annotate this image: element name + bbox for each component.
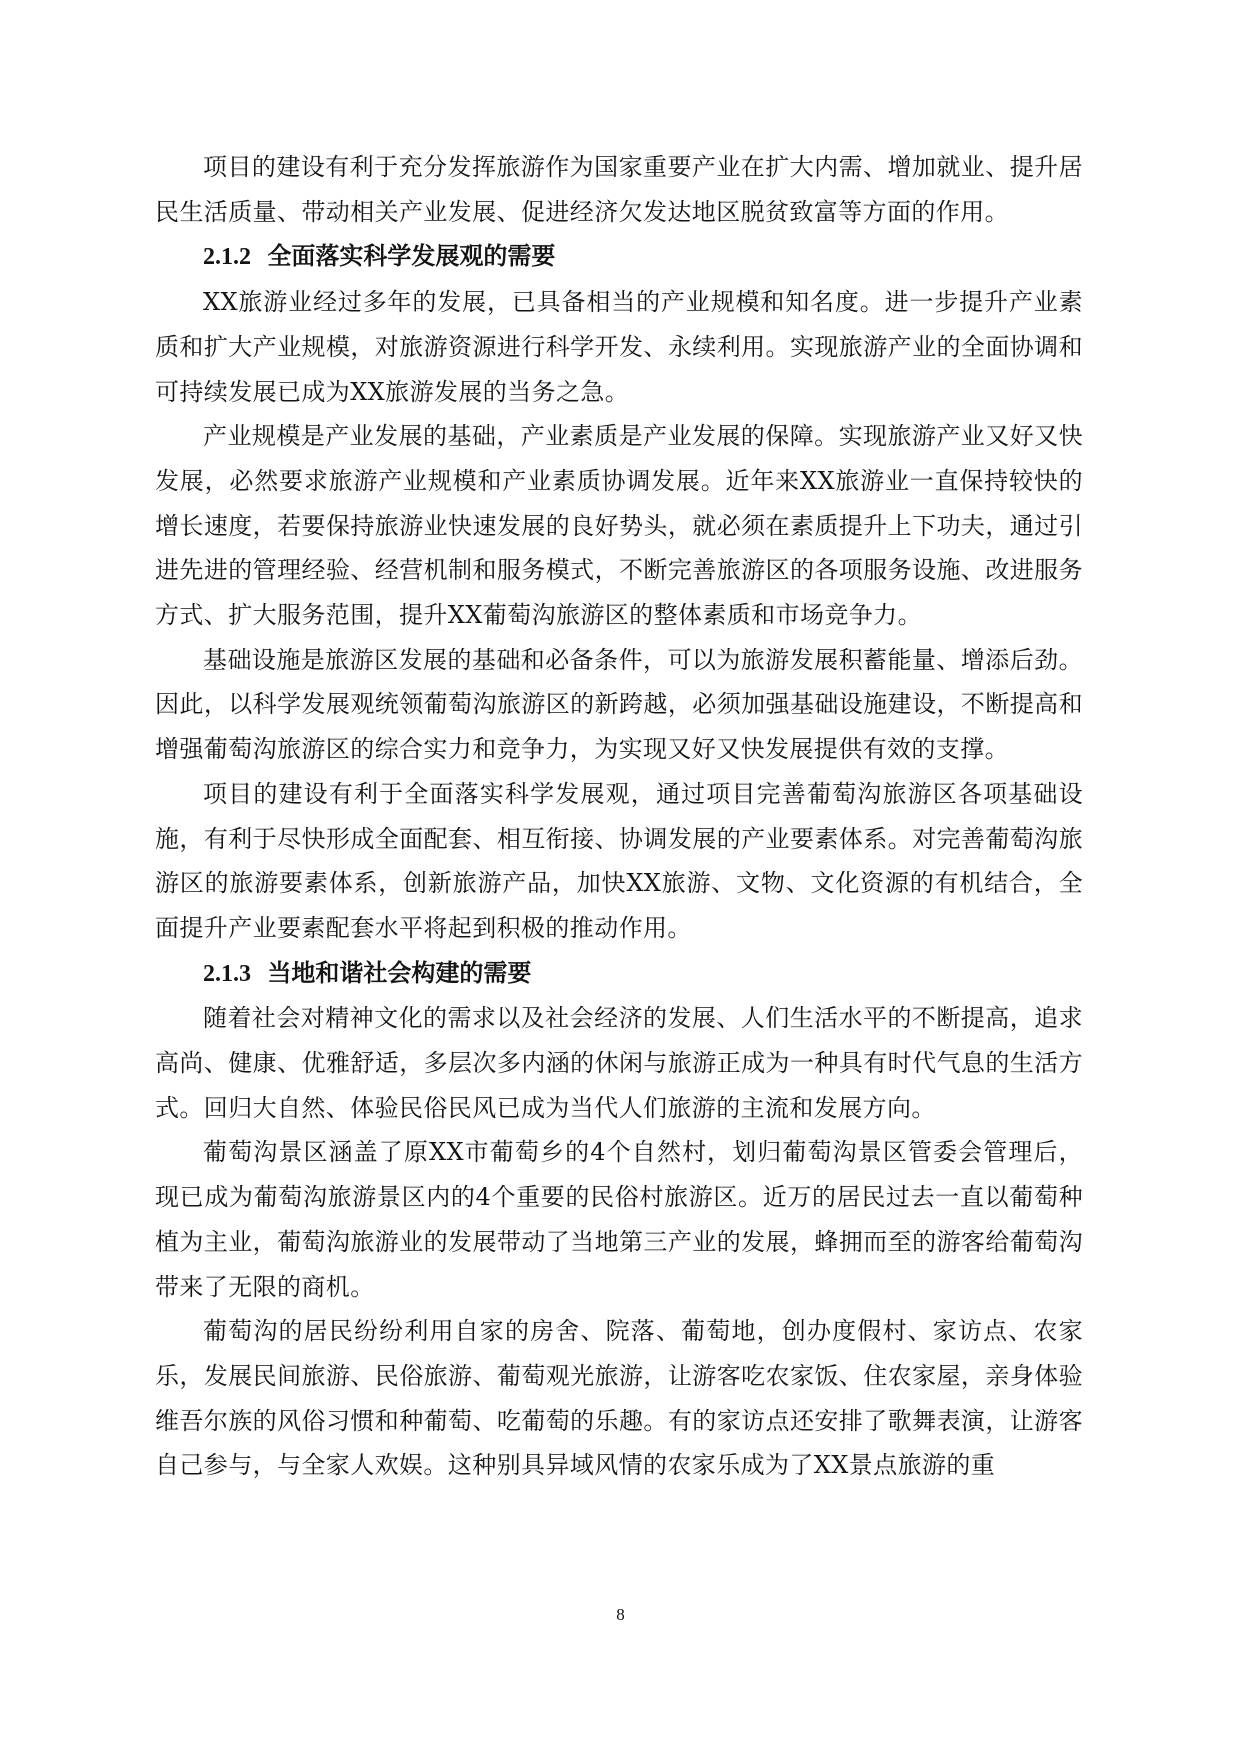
paragraph: 项目的建设有利于充分发挥旅游作为国家重要产业在扩大内需、增加就业、提升居民生活质量、带动相关产业发展、促进经济欠发达地区脱贫致富等方面的作用。: [155, 153, 1083, 226]
section-title: 当地和谐社会构建的需要: [267, 958, 532, 987]
section-title: 全面落实科学发展观的需要: [267, 242, 556, 271]
paragraph: 基础设施是旅游区发展的基础和必备条件，可以为旅游发展积蓄能量、增添后劲。因此，以科学发展观统领葡萄沟旅游区的新跨越，必须加强基础设施建设，不断提高和增强葡萄沟旅游区的综合实力和竞争力，为实现又好又快发展提供有效的支撑。: [155, 645, 1083, 764]
document-body: [155, 145, 1083, 1488]
paragraph: 项目的建设有利于全面落实科学发展观，通过项目完善葡萄沟旅游区各项基础设施，有利于尽快形成全面配套、相互衔接、协调发展的产业要素体系。对完善葡萄沟旅游区的旅游要素体系，创新旅游产品，加快XX旅游、文物、文化资源的有机结合，全面提升产业要素配套水平将起到积极的推动作用。: [155, 779, 1083, 942]
paragraph: 产业规模是产业发展的基础，产业素质是产业发展的保障。实现旅游产业又好又快发展，必然要求旅游产业规模和产业素质协调发展。近年来XX旅游业一直保持较快的增长速度，若要保持旅游业快速发展的良好势头，就必须在素质提升上下功夫，通过引进先进的管理经验、经营机制和服务模式，不断完善旅游区的各项服务设施、改进服务方式、扩大服务范围，提升XX葡萄沟旅游区的整体素质和市场竞争力。: [155, 422, 1083, 630]
section-number: 2.1.2: [203, 244, 251, 271]
paragraph: 葡萄沟的居民纷纷利用自家的房舍、院落、葡萄地，创办度假村、家访点、农家乐，发展民间旅游、民俗旅游、葡萄观光旅游，让游客吃农家饭、住农家屋，亲身体验维吾尔族的风俗习惯和种葡萄、吃葡萄的乐趣。有的家访点还安排了歌舞表演，让游客自己参与，与全家人欢娱。这种别具异域风情的农家乐成为了XX景点旅游的重: [155, 1317, 1083, 1480]
section-heading: [155, 951, 1083, 997]
section-number: 2.1.3: [203, 960, 251, 987]
page-number: 8: [616, 1605, 625, 1624]
paragraph: 随着社会对精神文化的需求以及社会经济的发展、人们生活水平的不断提高，追求高尚、健康、优雅舒适，多层次多内涵的休闲与旅游正成为一种具有时代气息的生活方式。回归大自然、体验民俗民风已成为当代人们旅游的主流和发展方向。: [155, 1004, 1083, 1122]
paragraph: 葡萄沟景区涵盖了原XX市葡萄乡的4个自然村，划归葡萄沟景区管委会管理后，现已成为葡萄沟旅游景区内的4个重要的民俗村旅游区。近万的居民过去一直以葡萄种植为主业，葡萄沟旅游业的发展带动了当地第三产业的发展，蜂拥而至的游客给葡萄沟带来了无限的商机。: [155, 1138, 1083, 1301]
section-heading: [155, 234, 1083, 280]
paragraph: XX旅游业经过多年的发展，已具备相当的产业规模和知名度。进一步提升产业素质和扩大产业规模，对旅游资源进行科学开发、永续利用。实现旅游产业的全面协调和可持续发展已成为XX旅游发展的当务之急。: [155, 288, 1083, 406]
